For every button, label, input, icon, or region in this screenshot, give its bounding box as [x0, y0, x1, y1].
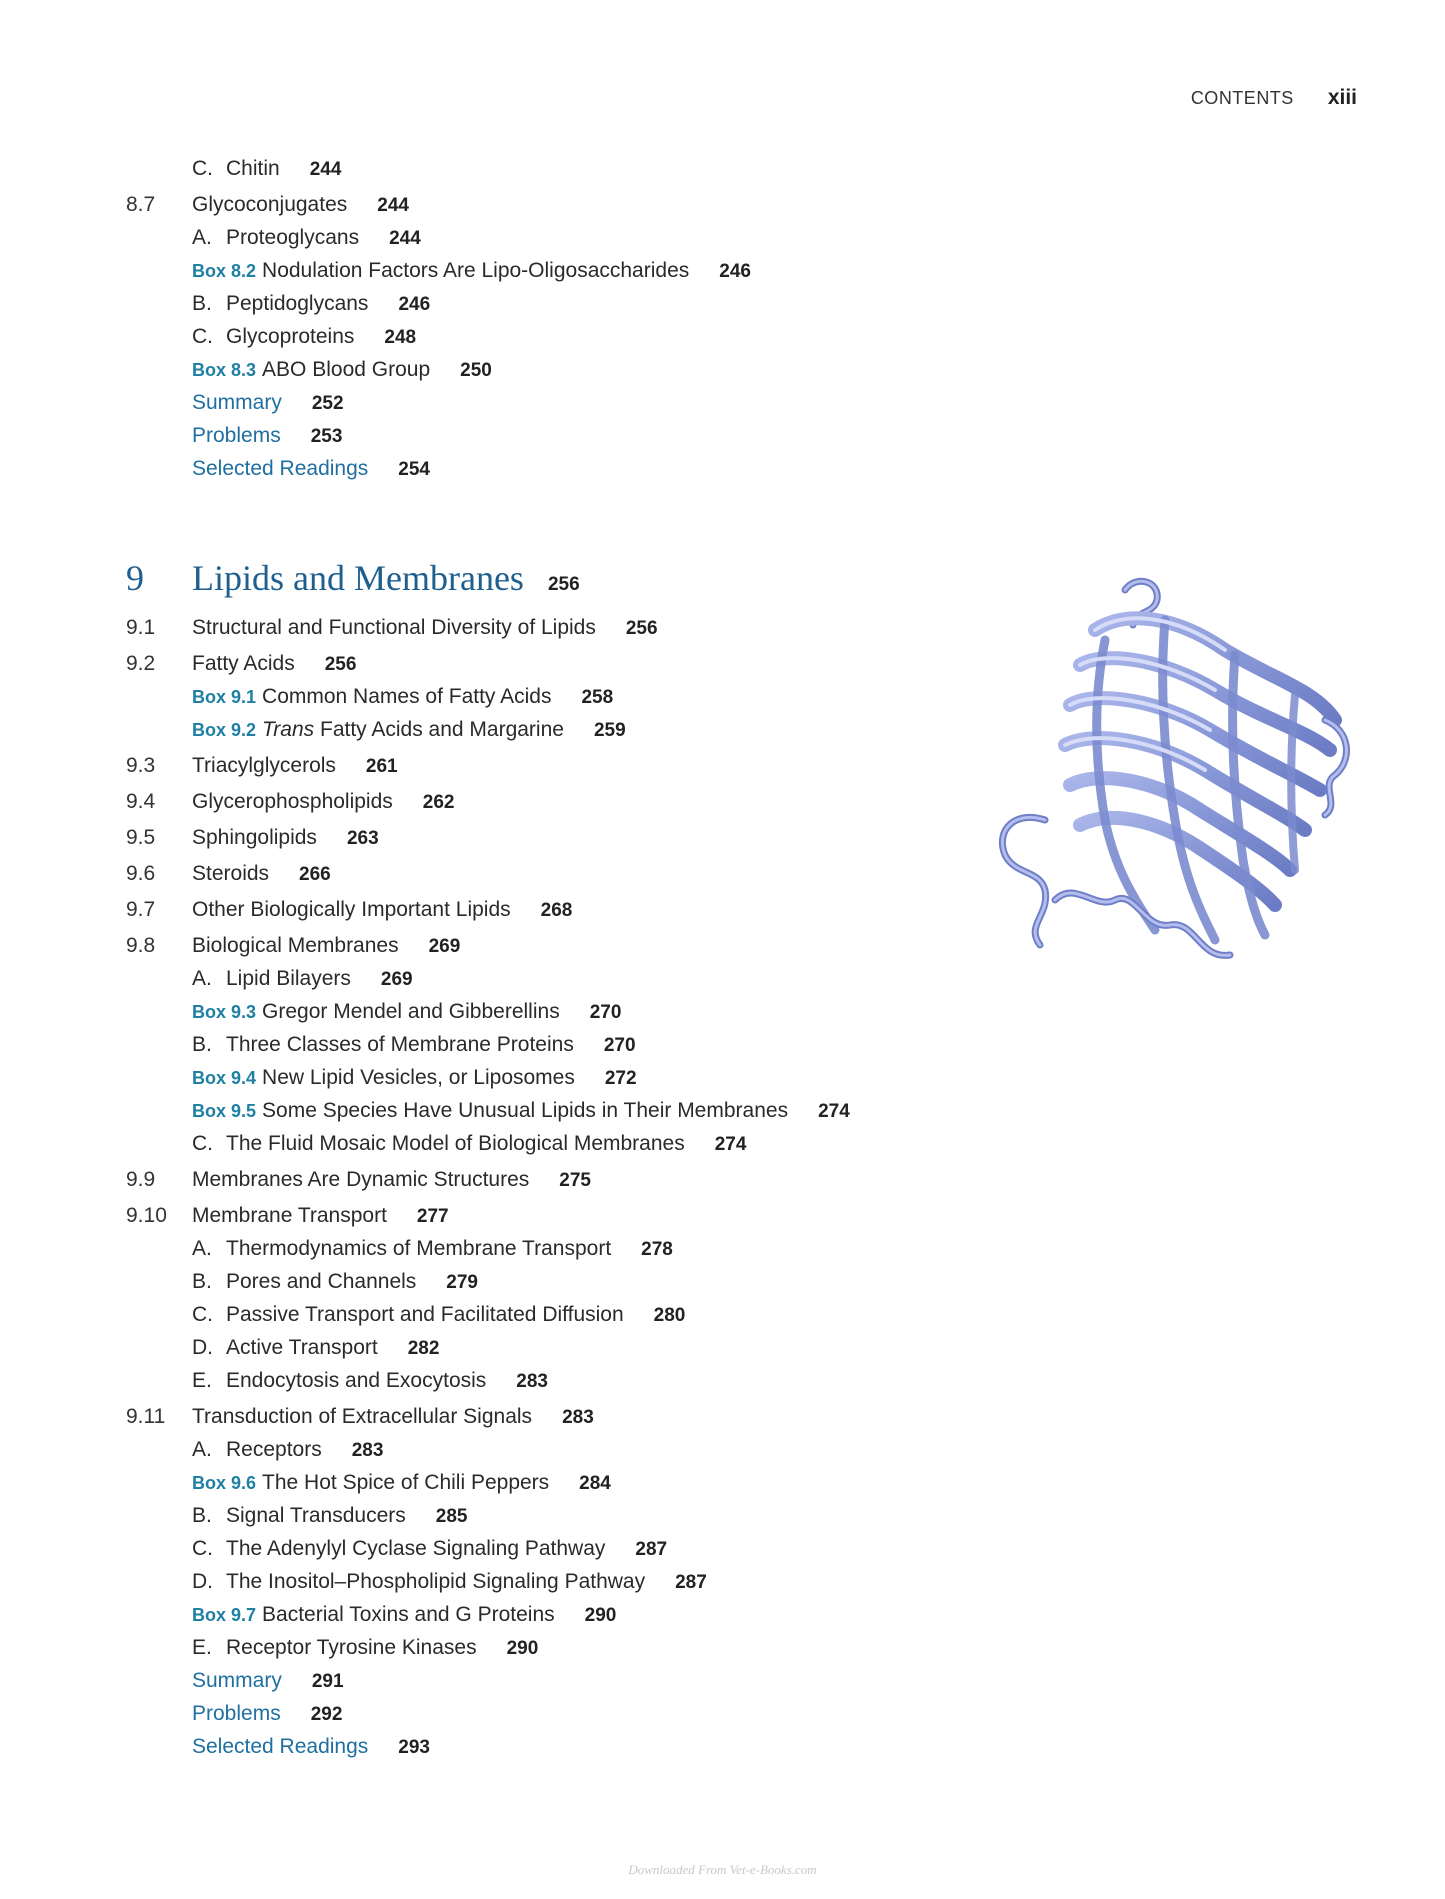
entry-title: Problems — [192, 1702, 281, 1725]
entry-title: Endocytosis and Exocytosis — [226, 1369, 487, 1392]
entry-body — [192, 353, 492, 387]
section-number: 9.10 — [126, 1204, 167, 1227]
entry-page-number: 256 — [625, 618, 658, 639]
toc-entry-blue[interactable] — [126, 452, 1006, 485]
entry-title: Summary — [192, 391, 282, 414]
entry-page-number: 266 — [299, 864, 331, 885]
entry-body — [192, 419, 342, 453]
chapter-title-wrap — [192, 557, 580, 599]
entry-body — [192, 386, 344, 420]
entry-body — [192, 713, 626, 747]
entry-page-number: 284 — [579, 1473, 611, 1494]
entry-title: Membrane Transport — [192, 1204, 387, 1227]
entry-page-number: 252 — [311, 393, 344, 414]
entry-page-number: 246 — [398, 294, 431, 315]
watermark: Downloaded From Vet-e-Books.com — [628, 1862, 817, 1877]
entry-page-number: 285 — [435, 1506, 468, 1527]
entry-page-number: 290 — [584, 1605, 617, 1626]
entry-title: Signal Transducers — [226, 1504, 406, 1527]
table-of-contents — [126, 152, 1006, 1763]
entry-body — [192, 1631, 538, 1665]
entry-page-number: 275 — [559, 1170, 591, 1191]
section-number: 9.11 — [126, 1405, 166, 1428]
toc-entry-letter[interactable] — [126, 1364, 1006, 1397]
entry-page-number: 272 — [604, 1068, 637, 1089]
entry-page-number: 293 — [398, 1737, 430, 1758]
entry-page-number: 270 — [603, 1035, 636, 1056]
entry-title: Fatty Acids and Margarine — [314, 718, 564, 741]
entry-title: Glycoconjugates — [192, 193, 348, 216]
entry-title: Pores and Channels — [226, 1270, 417, 1293]
entry-page-number: 283 — [351, 1440, 384, 1461]
entry-page-number: 254 — [398, 459, 430, 480]
entry-page-number: 244 — [377, 195, 409, 216]
entry-title: Active Transport — [226, 1336, 378, 1359]
entry-body — [192, 1265, 478, 1299]
entry-page-number: 283 — [516, 1371, 548, 1392]
toc-entry-box[interactable] — [126, 1466, 1006, 1499]
entry-title: Problems — [192, 424, 281, 447]
section-number: 9.2 — [126, 652, 156, 675]
subsection-letter: D. — [192, 1336, 213, 1359]
entry-title: The Inositol–Phospholipid Signaling Pathway — [226, 1570, 646, 1593]
section-number: 9.7 — [126, 898, 156, 921]
box-label: Box 9.7 — [192, 1605, 257, 1625]
entry-page-number: 278 — [641, 1239, 673, 1260]
entry-body — [192, 1364, 548, 1398]
box-label: Box 9.2 — [192, 720, 257, 740]
toc-part-chapter-9 — [126, 611, 1006, 1763]
subsection-letter: B. — [192, 292, 212, 315]
entry-body — [192, 1466, 611, 1500]
entry-body — [192, 1499, 467, 1533]
entry-title: Triacylglycerols — [192, 754, 336, 777]
entry-page-number: 290 — [506, 1638, 539, 1659]
toc-entry-letter[interactable] — [126, 1232, 1006, 1265]
entry-body — [192, 929, 460, 963]
entry-page-number: 244 — [309, 159, 342, 180]
running-head — [1191, 86, 1357, 110]
entry-page-number: 253 — [310, 426, 343, 447]
entry-body — [192, 995, 621, 1029]
subsection-letter: D. — [192, 1570, 213, 1593]
entry-title: Common Names of Fatty Acids — [262, 685, 552, 708]
entry-title: Some Species Have Unusual Lipids in Their Membranes — [262, 1099, 789, 1122]
entry-body — [192, 647, 356, 681]
toc-part-chapter-8 — [126, 152, 1006, 485]
toc-entry-section[interactable] — [126, 647, 1006, 680]
toc-entry-box[interactable] — [126, 254, 1006, 287]
toc-entry-box[interactable] — [126, 1598, 1006, 1631]
toc-entry-blue[interactable] — [126, 419, 1006, 452]
toc-entry-box[interactable] — [126, 680, 1006, 713]
entry-title: Biological Membranes — [192, 934, 399, 957]
entry-title: Chitin — [226, 157, 280, 180]
subsection-letter: A. — [192, 1438, 212, 1461]
entry-page-number: 258 — [581, 687, 614, 708]
box-label: Box 8.2 — [192, 261, 257, 281]
entry-title: Selected Readings — [192, 457, 369, 480]
toc-entry-letter[interactable] — [126, 1631, 1006, 1664]
entry-title: Bacterial Toxins and G Proteins — [262, 1603, 555, 1626]
entry-body — [192, 287, 430, 321]
entry-title: Thermodynamics of Membrane Transport — [226, 1237, 612, 1260]
entry-title: Proteoglycans — [226, 226, 360, 249]
subsection-letter: C. — [192, 1303, 213, 1326]
toc-entry-blue[interactable] — [126, 1664, 1006, 1697]
entry-body — [192, 1433, 383, 1467]
entry-page-number: 270 — [589, 1002, 622, 1023]
toc-entry-section[interactable] — [126, 611, 1006, 644]
entry-title: Receptor Tyrosine Kinases — [226, 1636, 477, 1659]
box-label: Box 9.6 — [192, 1473, 257, 1493]
entry-body — [192, 1163, 591, 1197]
chapter-heading[interactable] — [126, 557, 1006, 605]
entry-title: ABO Blood Group — [262, 358, 431, 381]
entry-title: New Lipid Vesicles, or Liposomes — [262, 1066, 575, 1089]
entry-body — [192, 1598, 616, 1632]
subsection-letter: A. — [192, 226, 212, 249]
entry-page-number: 277 — [416, 1206, 449, 1227]
toc-entry-section[interactable] — [126, 1163, 1006, 1196]
chapter-title: Lipids and Membranes — [192, 558, 524, 598]
toc-entry-section[interactable] — [126, 857, 1006, 890]
entry-body — [192, 893, 572, 927]
entry-title: The Fluid Mosaic Model of Biological Membranes — [226, 1132, 685, 1155]
subsection-letter: A. — [192, 967, 212, 990]
entry-body — [192, 188, 409, 222]
box-label: Box 9.4 — [192, 1068, 257, 1088]
entry-page-number: 274 — [818, 1101, 850, 1122]
entry-body — [192, 254, 751, 288]
entry-body — [192, 221, 421, 255]
entry-body — [192, 1532, 667, 1566]
entry-body — [192, 452, 430, 486]
subsection-letter: B. — [192, 1033, 212, 1056]
box-label: Box 9.5 — [192, 1101, 257, 1121]
running-head-section: CONTENTS — [1190, 88, 1294, 108]
entry-page-number: 274 — [714, 1134, 747, 1155]
entry-title: Structural and Functional Diversity of Lipids — [192, 616, 596, 639]
toc-entry-box[interactable] — [126, 1061, 1006, 1094]
entry-title: Receptors — [226, 1438, 322, 1461]
toc-entry-letter[interactable] — [126, 1331, 1006, 1364]
box-label: Box 8.3 — [192, 360, 257, 380]
toc-entry-section[interactable] — [126, 821, 1006, 854]
entry-title: Passive Transport and Facilitated Diffusion — [226, 1303, 624, 1326]
entry-page-number: 261 — [365, 756, 398, 777]
toc-entry-letter[interactable] — [126, 1433, 1006, 1466]
toc-entry-section[interactable] — [126, 749, 1006, 782]
toc-entry-letter[interactable] — [126, 1565, 1006, 1598]
toc-entry-blue[interactable] — [126, 386, 1006, 419]
toc-entry-letter[interactable] — [126, 1298, 1006, 1331]
chapter-number: 9 — [126, 558, 144, 598]
entry-page-number: 287 — [675, 1572, 707, 1593]
entry-page-number: 268 — [540, 900, 573, 921]
subsection-letter: C. — [192, 157, 213, 180]
entry-body — [192, 320, 416, 354]
page-number: xiii — [1327, 86, 1357, 109]
entry-body — [192, 1199, 449, 1233]
entry-title: Steroids — [192, 862, 270, 885]
entry-body — [192, 821, 379, 855]
entry-title: Membranes Are Dynamic Structures — [192, 1168, 530, 1191]
entry-body — [192, 785, 455, 819]
entry-body — [192, 1061, 637, 1095]
entry-title: Three Classes of Membrane Proteins — [226, 1033, 574, 1056]
entry-body — [192, 1697, 342, 1731]
toc-entry-box[interactable] — [126, 713, 1006, 746]
subsection-letter: E. — [192, 1369, 212, 1392]
toc-entry-letter[interactable] — [126, 1532, 1006, 1565]
entry-page-number: 282 — [407, 1338, 440, 1359]
entry-body — [192, 1298, 685, 1332]
entry-body — [192, 680, 613, 714]
section-number: 9.9 — [126, 1168, 156, 1191]
entry-page-number: 262 — [422, 792, 455, 813]
entry-page-number: 269 — [380, 969, 413, 990]
entry-page-number: 259 — [593, 720, 626, 741]
subsection-letter: C. — [192, 325, 213, 348]
entry-title-italic: Trans — [262, 718, 315, 741]
entry-page-number: 279 — [446, 1272, 478, 1293]
entry-page-number: 256 — [324, 654, 357, 675]
entry-body — [192, 749, 398, 783]
section-number: 9.5 — [126, 826, 156, 849]
entry-page-number: 291 — [311, 1671, 344, 1692]
entry-body — [192, 1232, 673, 1266]
section-number: 9.8 — [126, 934, 156, 957]
entry-body — [192, 1400, 594, 1434]
entry-title: Other Biologically Important Lipids — [192, 898, 511, 921]
entry-page-number: 269 — [428, 936, 461, 957]
subsection-letter: E. — [192, 1636, 212, 1659]
entry-title: Fatty Acids — [192, 652, 295, 675]
toc-entry-section[interactable] — [126, 929, 1006, 962]
entry-title: The Hot Spice of Chili Peppers — [262, 1471, 550, 1494]
subsection-letter: A. — [192, 1237, 212, 1260]
entry-page-number: 250 — [460, 360, 492, 381]
section-number: 8.7 — [126, 193, 156, 216]
entry-title: Selected Readings — [192, 1735, 369, 1758]
entry-page-number: 280 — [653, 1305, 686, 1326]
toc-entry-letter[interactable] — [126, 152, 1006, 185]
entry-body — [192, 1094, 850, 1128]
subsection-letter: B. — [192, 1504, 212, 1527]
entry-body — [192, 857, 331, 891]
subsection-letter: B. — [192, 1270, 212, 1293]
toc-entry-blue[interactable] — [126, 1697, 1006, 1730]
entry-body — [192, 1127, 746, 1161]
section-number: 9.3 — [126, 754, 156, 777]
toc-entry-letter[interactable] — [126, 962, 1006, 995]
toc-entry-section[interactable] — [126, 1199, 1006, 1232]
entry-page-number: 283 — [562, 1407, 594, 1428]
entry-title: Transduction of Extracellular Signals — [192, 1405, 533, 1428]
entry-body — [192, 1028, 636, 1062]
entry-title: Peptidoglycans — [226, 292, 369, 315]
entry-page-number: 248 — [384, 327, 417, 348]
box-label: Box 9.3 — [192, 1002, 257, 1022]
entry-body — [192, 611, 658, 645]
box-label: Box 9.1 — [192, 687, 257, 707]
toc-entry-section[interactable] — [126, 893, 1006, 926]
entry-body — [192, 1730, 430, 1764]
toc-entry-letter[interactable] — [126, 1499, 1006, 1532]
section-number: 9.1 — [126, 616, 156, 639]
protein-structure-illustration — [985, 570, 1355, 980]
toc-entry-letter[interactable] — [126, 221, 1006, 254]
subsection-letter: C. — [192, 1132, 213, 1155]
toc-entry-letter[interactable] — [126, 1265, 1006, 1298]
subsection-letter: C. — [192, 1537, 213, 1560]
entry-page-number: 287 — [635, 1539, 668, 1560]
toc-entry-box[interactable] — [126, 1094, 1006, 1127]
entry-page-number: 244 — [389, 228, 421, 249]
section-number: 9.6 — [126, 862, 156, 885]
toc-entry-letter[interactable] — [126, 1127, 1006, 1160]
entry-title: Lipid Bilayers — [226, 967, 351, 990]
toc-entry-section[interactable] — [126, 785, 1006, 818]
entry-body — [192, 1565, 707, 1599]
toc-entry-letter[interactable] — [126, 1028, 1006, 1061]
entry-page-number: 246 — [719, 261, 751, 282]
entry-title: Glycerophospholipids — [192, 790, 393, 813]
section-number: 9.4 — [126, 790, 156, 813]
toc-entry-letter[interactable] — [126, 287, 1006, 320]
entry-page-number: 292 — [310, 1704, 343, 1725]
entry-body — [192, 1331, 439, 1365]
toc-entry-section[interactable] — [126, 1400, 1006, 1433]
toc-entry-box[interactable] — [126, 353, 1006, 386]
entry-body — [192, 962, 413, 996]
entry-title: Summary — [192, 1669, 282, 1692]
entry-title: Sphingolipids — [192, 826, 317, 849]
entry-title: Nodulation Factors Are Lipo-Oligosaccharides — [262, 259, 690, 282]
toc-entry-box[interactable] — [126, 995, 1006, 1028]
entry-body — [192, 152, 341, 186]
toc-entry-blue[interactable] — [126, 1730, 1006, 1763]
toc-entry-section[interactable] — [126, 188, 1006, 221]
toc-entry-letter[interactable] — [126, 320, 1006, 353]
entry-title: Gregor Mendel and Gibberellins — [262, 1000, 560, 1023]
entry-title: Glycoproteins — [226, 325, 355, 348]
chapter-page: 256 — [547, 574, 580, 595]
entry-body — [192, 1664, 344, 1698]
entry-title: The Adenylyl Cyclase Signaling Pathway — [226, 1537, 606, 1560]
entry-page-number: 263 — [346, 828, 379, 849]
